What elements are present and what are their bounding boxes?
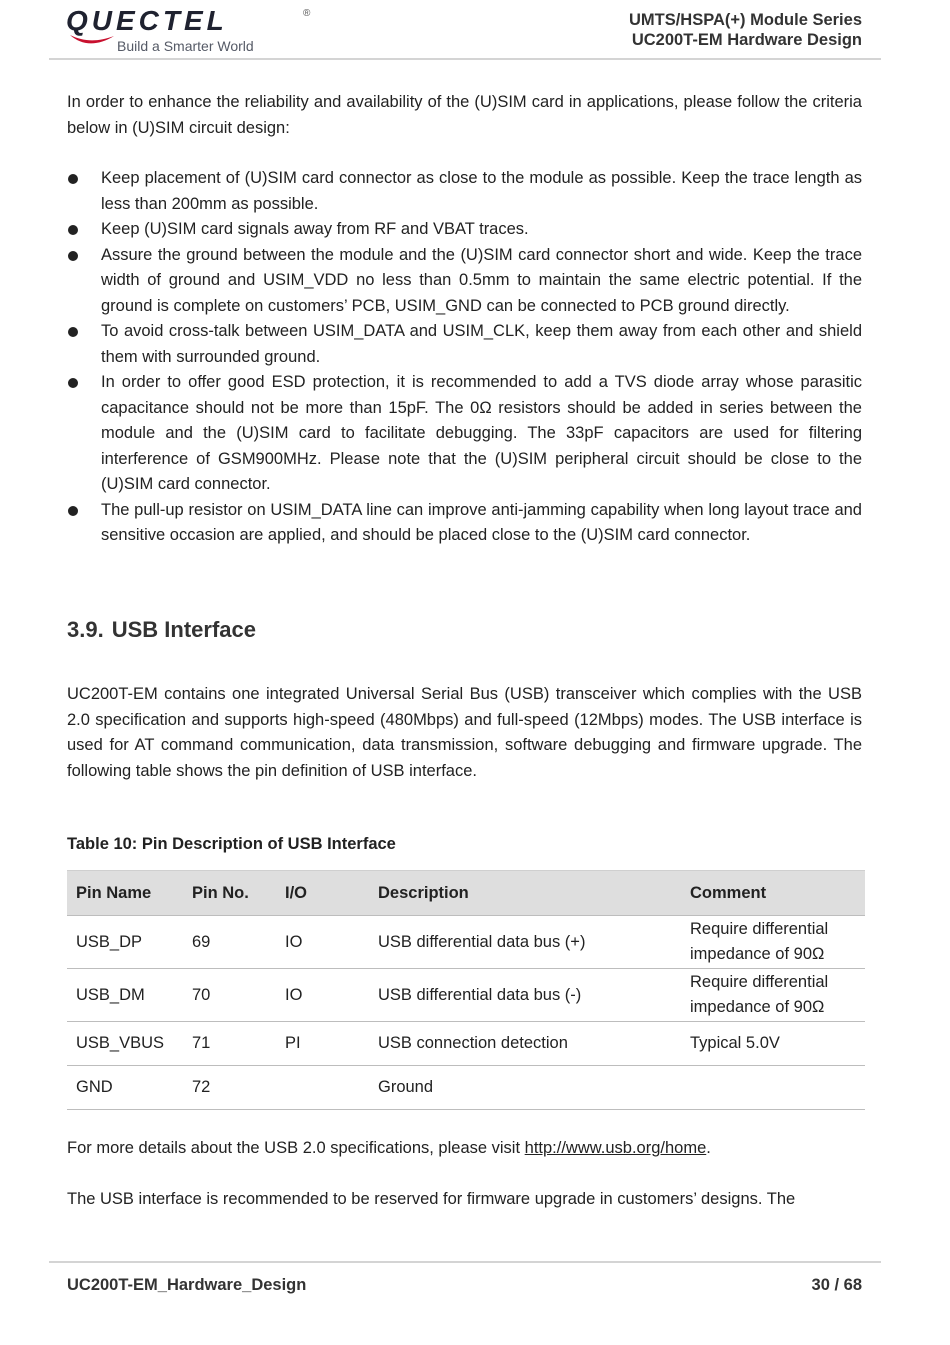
cell-pin-name: GND xyxy=(67,1066,183,1110)
list-item-text: The pull-up resistor on USIM_DATA line can improve anti-jamming capability when long layout trace and sensitive occasion are applied, and should be placed close to the (U)SIM card connector. xyxy=(101,500,862,544)
page-header xyxy=(0,0,950,62)
usb-paragraph: UC200T-EM contains one integrated Universal Serial Bus (USB) transceiver which complies with the USB 2.0 specification and supports high-speed (480Mbps) and full-speed (12Mbps) modes. The USB interface is used for AT command communication, data transmission, software debugging and firmware upgrade. The following table shows the pin definition of USB interface. xyxy=(67,685,862,780)
firmware-paragraph: The USB interface is recommended to be reserved for firmware upgrade in customers’ designs. The xyxy=(67,1190,796,1208)
cell-io: IO xyxy=(276,969,369,1022)
list-item xyxy=(67,166,862,217)
column-header-pin-no: Pin No. xyxy=(183,871,276,916)
table-row xyxy=(67,916,865,969)
header-titles xyxy=(629,10,862,50)
cell-description: Ground xyxy=(369,1066,681,1110)
cell-io xyxy=(276,1066,369,1110)
bullet-icon xyxy=(68,506,78,516)
bullet-icon xyxy=(68,174,78,184)
usb-pin-table xyxy=(67,870,865,1110)
footer-document-name: UC200T-EM_Hardware_Design xyxy=(67,1276,307,1294)
bullet-icon xyxy=(68,378,78,388)
column-header-comment: Comment xyxy=(681,871,865,916)
list-item-text: Keep (U)SIM card signals away from RF and VBAT traces. xyxy=(101,220,529,238)
document-title: UC200T-EM Hardware Design xyxy=(631,31,862,49)
cell-io: IO xyxy=(276,916,369,969)
list-item-text: In order to offer good ESD protection, it is recommended to add a TVS diode array whose parasitic capacitance should not be more than 15pF. The 0Ω resistors should be added in series between the module and the (U)SIM card to facilitate debugging. The 33pF capacitors are used for filtering interference of GSM900MHz. Please note that the (U)SIM peripheral circuit should be close to the (U)SIM card connector. xyxy=(101,373,862,493)
cell-comment xyxy=(681,1066,865,1110)
cell-comment: Typical 5.0V xyxy=(681,1022,865,1066)
list-item xyxy=(67,370,862,498)
section-title: USB Interface xyxy=(111,617,256,642)
list-item-text: Assure the ground between the module and the (U)SIM card connector short and wide. Keep the trace width of ground and USIM_VDD no less than 0.5mm to maintain the same electric potential. If the ground is complete on customers’ PCB, USIM_GND can be connected to PCB ground directly. xyxy=(101,245,862,315)
logo-swoosh-icon xyxy=(68,32,116,46)
logo-tagline: Build a Smarter World xyxy=(117,38,254,54)
header-divider xyxy=(49,58,881,60)
table-row xyxy=(67,1022,865,1066)
table-caption: Table 10: Pin Description of USB Interface xyxy=(67,835,396,853)
more-details-paragraph xyxy=(67,1136,862,1162)
section-number: 3.9. xyxy=(67,617,104,642)
section-heading xyxy=(67,616,256,644)
cell-pin-name: USB_DM xyxy=(67,969,183,1022)
column-header-description: Description xyxy=(369,871,681,916)
footer-divider xyxy=(49,1261,881,1263)
list-item xyxy=(67,498,862,549)
cell-description: USB differential data bus (-) xyxy=(369,969,681,1022)
list-item xyxy=(67,243,862,320)
cell-pin-no: 69 xyxy=(183,916,276,969)
list-item xyxy=(67,217,862,243)
cell-description: USB connection detection xyxy=(369,1022,681,1066)
cell-pin-no: 71 xyxy=(183,1022,276,1066)
cell-io: PI xyxy=(276,1022,369,1066)
more-details-prefix: For more details about the USB 2.0 specifications, please visit xyxy=(67,1139,525,1157)
column-header-io: I/O xyxy=(276,871,369,916)
list-item-text: Keep placement of (U)SIM card connector as close to the module as possible. Keep the trace length as less than 200mm as possible. xyxy=(101,169,862,213)
cell-comment: Require differential impedance of 90Ω xyxy=(681,969,865,1022)
list-item-text: To avoid cross-talk between USIM_DATA and USIM_CLK, keep them away from each other and shield them with surrounded ground. xyxy=(101,322,862,366)
usb-org-link[interactable]: http://www.usb.org/home xyxy=(524,1139,707,1157)
series-title: UMTS/HSPA(+) Module Series xyxy=(628,11,862,29)
cell-pin-name: USB_VBUS xyxy=(67,1022,183,1066)
more-details-suffix: . xyxy=(706,1139,711,1157)
cell-pin-no: 72 xyxy=(183,1066,276,1110)
table-header-row xyxy=(67,871,865,916)
bullet-icon xyxy=(68,225,78,235)
bullet-icon xyxy=(68,251,78,261)
column-header-pin-name: Pin Name xyxy=(67,871,183,916)
list-item xyxy=(67,319,862,370)
logo-wordmark: QUECTEL xyxy=(66,5,228,36)
usim-criteria-list xyxy=(67,166,862,549)
logo-registered-mark: ® xyxy=(303,8,311,19)
table-row xyxy=(67,969,865,1022)
intro-paragraph: In order to enhance the reliability and availability of the (U)SIM card in applications, please follow the criteria below in (U)SIM circuit design: xyxy=(67,93,862,137)
bullet-icon xyxy=(68,327,78,337)
cell-comment: Require differential impedance of 90Ω xyxy=(681,916,865,969)
footer-page-number: 30 / 68 xyxy=(811,1276,862,1294)
cell-description: USB differential data bus (+) xyxy=(369,916,681,969)
cell-pin-no: 70 xyxy=(183,969,276,1022)
quectel-logo xyxy=(66,5,326,54)
cell-pin-name: USB_DP xyxy=(67,916,183,969)
table-row xyxy=(67,1066,865,1110)
